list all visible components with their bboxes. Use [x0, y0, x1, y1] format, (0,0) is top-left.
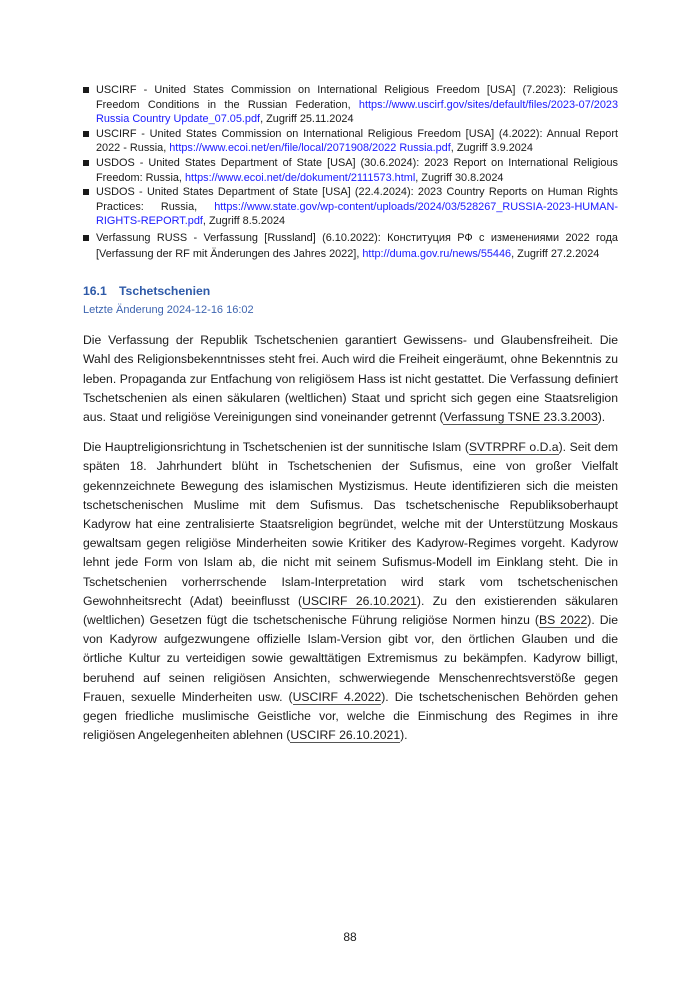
reference-item: USCIRF - United States Commission on International Religious Freedom [USA] (4.2022): Annual Report 2022 - Russia, https://www.ecoi.net/en/file/local/2071908/2022 Russia.pdf, Zugriff 3.9.2024 — [83, 127, 618, 156]
page-content — [83, 83, 618, 745]
citation-link[interactable]: BS 2022 — [538, 612, 588, 627]
reference-item: USCIRF - United States Commission on International Religious Freedom [USA] (7.2023): Religious Freedom Conditions in the Russian Federation, https://www.uscirf.gov/sites/default/files/2023-07/2023 Russia Country Update_07.05.pdf, Zugriff 25.11.2024 — [83, 83, 618, 127]
reference-link[interactable]: http://duma.gov.ru/news/55446 — [362, 247, 512, 260]
bullet-icon — [83, 131, 89, 137]
citation-link[interactable]: Verfassung TSNE 23.3.2003 — [443, 409, 598, 424]
section-header — [83, 283, 618, 317]
section-title — [83, 283, 618, 299]
reference-link[interactable]: https://www.ecoi.net/de/dokument/2111573.html — [184, 171, 416, 184]
reference-list — [83, 83, 618, 262]
bullet-icon — [83, 235, 89, 241]
citation-link[interactable]: USCIRF 26.10.2021 — [290, 728, 401, 743]
citation-link[interactable]: USCIRF 4.2022 — [292, 689, 382, 704]
reference-link[interactable]: https://www.state.gov/wp-content/uploads/2024/03/528267_RUSSIA-2023-HUMAN-RIGHTS-REPORT.pdf — [96, 200, 618, 228]
bullet-icon — [83, 160, 89, 166]
citation-link[interactable]: SVTRPRF o.D.a — [468, 440, 559, 455]
section-number: 16.1 — [83, 284, 107, 299]
reference-item: USDOS - United States Department of State [USA] (22.4.2024): 2023 Country Reports on Human Rights Practices: Russia, https://www.state.gov/wp-content/uploads/2024/03/528267_RUSSIA-2023-HUMAN-RIGHTS-REPORT.pdf, Zugriff 8.5.2024 — [83, 185, 618, 229]
reference-link[interactable]: https://www.uscirf.gov/sites/default/files/2023-07/2023 Russia Country Update_07.05.pdf — [96, 98, 618, 126]
paragraph: Die Hauptreligionsrichtung in Tschetschenien ist der sunnitische Islam (SVTRPRF o.D.a). Seit dem späten 18. Jahrhundert blüht in Tschetschenien der Sufismus, eine von großer Vielfalt gekennzeichnete Bewegung des islamischen Mystizismus. Heute identifizieren sich die meisten tschetschenischen Muslime mit dem Sufismus. Das tschetschenische Republiksoberhaupt Kadyrow hat eine zentralisierte Staatsreligion begründet, welche mit der Unterstützung Moskaus gewaltsam gegen religiöse Minderheiten sowie Kritiker des Kadyrow-Regimes vorgeht. Kadyrow lehnt jede Form von Islam ab, die nicht mit seinem Sufismus-Modell im Einklang steht. Die in Tschetschenien vorherrschende Islam-Interpretation wird stark vom tschetschenischen Gewohnheitsrecht (Adat) beeinflusst (USCIRF 26.10.2021). Zu den existierenden säkularen (weltlichen) Gesetzen fügt die tschetschenische Führung religiöse Normen hinzu (BS 2022). Die von Kadyrow aufgezwungene offizielle Islam-Version gibt vor, den örtlichen Glauben und die örtliche Kultur zu verteidigen sowie gewalttätigen Extremismus zu bekämpfen. Kadyrow billigt, beruhend auf seinen religiösen Ansichten, schwerwiegende Menschenrechtsverstöße gegen Frauen, sexuelle Minderheiten usw. (USCIRF 4.2022). Die tschetschenischen Behörden gehen gegen friedliche muslimische Geistliche vor, welche die Einmischung des Regimes in ihre religiösen Angelegenheiten ablehnen (USCIRF 26.10.2021). — [83, 440, 619, 743]
reference-link[interactable]: https://www.ecoi.net/en/file/local/2071908/2022 Russia.pdf — [169, 142, 451, 155]
bullet-icon — [83, 189, 89, 195]
paragraph: Die Verfassung der Republik Tschetschenien garantiert Gewissens- und Glaubensfreiheit. Die Wahl des Religionsbekenntnisses steht frei. Auch wird die Freiheit eingeräumt, ohne Bekenntnis zu leben. Propaganda zur Entfachung von religiösem Hass ist nicht gestattet. Die Verfassung definiert Tschetschenien als einen säkularen (weltlichen) Staat und spricht sich gegen eine Staatsreligion aus. Staat und religiöse Vereinigungen sind voneinander getrennt (Verfassung TSNE 23.3.2003). — [83, 333, 618, 424]
reference-item: Verfassung RUSS - Verfassung [Russland] (6.10.2022): Конституция РФ с изменениями 2022 года [Verfassung der RF mit Änderungen des Jahres 2022], http://duma.gov.ru/news/55446, Zugriff 27.2.2024 — [83, 231, 618, 262]
reference-item: USDOS - United States Department of State [USA] (30.6.2024): 2023 Report on International Religious Freedom: Russia, https://www.ecoi.net/de/dokument/2111573.html, Zugriff 30.8.2024 — [83, 156, 618, 185]
bullet-icon — [83, 87, 89, 93]
page-number: 88 — [343, 930, 357, 944]
citation-link[interactable]: USCIRF 26.10.2021 — [302, 593, 417, 608]
section-title-text: Tschetschenien — [119, 284, 211, 299]
last-change-date: Letzte Änderung 2024-12-16 16:02 — [83, 304, 254, 317]
